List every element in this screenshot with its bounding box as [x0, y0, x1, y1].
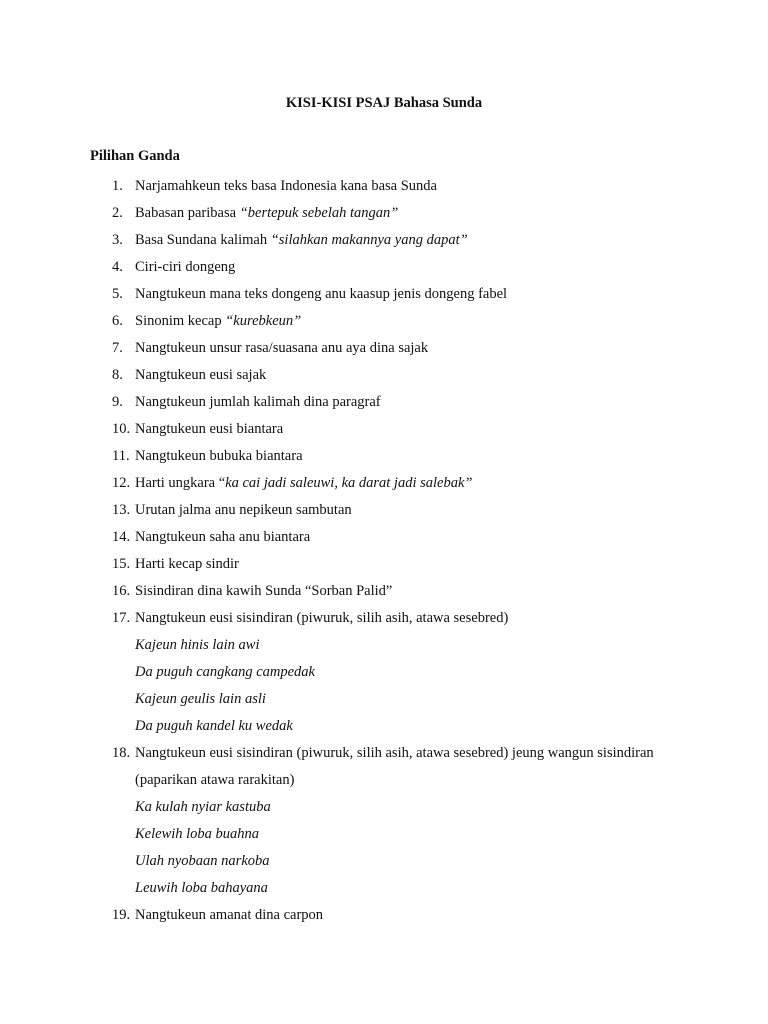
- item-text: Basa Sundana kalimah: [135, 232, 271, 248]
- verse-line: Da puguh cangkang campedak: [135, 664, 315, 680]
- verse-line: Kajeun hinis lain awi: [135, 637, 260, 653]
- verse-line: Kelewih loba buahna: [135, 826, 260, 842]
- list-item: [0, 902, 768, 929]
- verse-line: Leuwih loba bahayana: [135, 880, 268, 896]
- document-title: KISI-KISI PSAJ Bahasa Sunda: [285, 95, 483, 111]
- verse-line: Da puguh kandel ku wedak: [135, 718, 293, 734]
- item-italic-text: ka cai jadi saleuwi, ka darat jadi salebak”: [225, 475, 473, 491]
- list-item: [0, 254, 768, 281]
- item-text: Nangtukeun mana teks dongeng anu kaasup jenis dongeng fabel: [135, 286, 508, 302]
- item-text: Nangtukeun unsur rasa/suasana anu aya dina sajak: [135, 340, 429, 356]
- list-item: [0, 227, 768, 254]
- list-item: [0, 281, 768, 308]
- item-text: Nangtukeun eusi sajak: [135, 367, 267, 383]
- verse-line: Ulah nyobaan narkoba: [135, 853, 270, 869]
- item-text: Narjamahkeun teks basa Indonesia kana basa Sunda: [135, 178, 437, 194]
- list-item: [0, 470, 768, 497]
- item-number: 13.: [112, 502, 131, 518]
- list-item: [0, 740, 768, 767]
- item-number: 19.: [112, 907, 131, 923]
- list-item: [0, 605, 768, 632]
- list-item: [0, 200, 768, 227]
- list-item: [0, 362, 768, 389]
- list-item: [0, 524, 768, 551]
- item-number: 14.: [112, 529, 131, 545]
- item-text: Nangtukeun bubuka biantara: [135, 448, 303, 464]
- verse-line: Ka kulah nyiar kastuba: [135, 799, 271, 815]
- list-item: [0, 389, 768, 416]
- item-text: Harti kecap sindir: [135, 556, 239, 572]
- item-number: 12.: [112, 475, 131, 491]
- item-number: 8.: [112, 367, 123, 383]
- item-number: 10.: [112, 421, 131, 437]
- item-number: 2.: [112, 205, 123, 221]
- item-italic-text: “bertepuk sebelah tangan”: [239, 205, 399, 221]
- list-item: [0, 497, 768, 524]
- item-text: Nangtukeun eusi sisindiran (piwuruk, silih asih, atawa sesebred) jeung wangun sisindiran: [135, 745, 654, 761]
- item-number: 9.: [112, 394, 123, 410]
- item-number: 1.: [112, 178, 123, 194]
- item-number: 16.: [112, 583, 131, 599]
- item-italic-text: “silahkan makannya yang dapat”: [270, 232, 468, 248]
- verse-line: Kajeun geulis lain asli: [135, 691, 266, 707]
- item-text: Sinonim kecap: [135, 313, 226, 329]
- item-text: Harti ungkara “: [135, 475, 226, 491]
- item-number: 5.: [112, 286, 123, 302]
- item-number: 11.: [112, 448, 130, 464]
- item-text: Nangtukeun jumlah kalimah dina paragraf: [135, 394, 381, 410]
- item-text: Nangtukeun amanat dina carpon: [135, 907, 324, 923]
- item-text: Urutan jalma anu nepikeun sambutan: [135, 502, 352, 518]
- item-number: 18.: [112, 745, 131, 761]
- section-heading: Pilihan Ganda: [90, 148, 180, 164]
- item-text: Babasan paribasa: [135, 205, 240, 221]
- item-text: Ciri-ciri dongeng: [135, 259, 236, 275]
- list-item: [0, 443, 768, 470]
- list-item: [0, 578, 768, 605]
- item-number: 3.: [112, 232, 123, 248]
- item-number: 4.: [112, 259, 123, 275]
- item-text: Nangtukeun saha anu biantara: [135, 529, 311, 545]
- question-list: [0, 173, 768, 929]
- item-number: 7.: [112, 340, 123, 356]
- list-item: [0, 308, 768, 335]
- list-item: [0, 335, 768, 362]
- item-text: Nangtukeun eusi biantara: [135, 421, 284, 437]
- item-number: 17.: [112, 610, 131, 626]
- item-italic-text: “kurebkeun”: [225, 313, 302, 329]
- list-item: [0, 173, 768, 200]
- item-number: 6.: [112, 313, 123, 329]
- list-item: [0, 416, 768, 443]
- item-text: Nangtukeun eusi sisindiran (piwuruk, silih asih, atawa sesebred): [135, 610, 509, 626]
- item-number: 15.: [112, 556, 131, 572]
- item-text: Sisindiran dina kawih Sunda “Sorban Palid”: [135, 583, 393, 599]
- item-continuation: (paparikan atawa rarakitan): [135, 772, 295, 788]
- list-item: [0, 551, 768, 578]
